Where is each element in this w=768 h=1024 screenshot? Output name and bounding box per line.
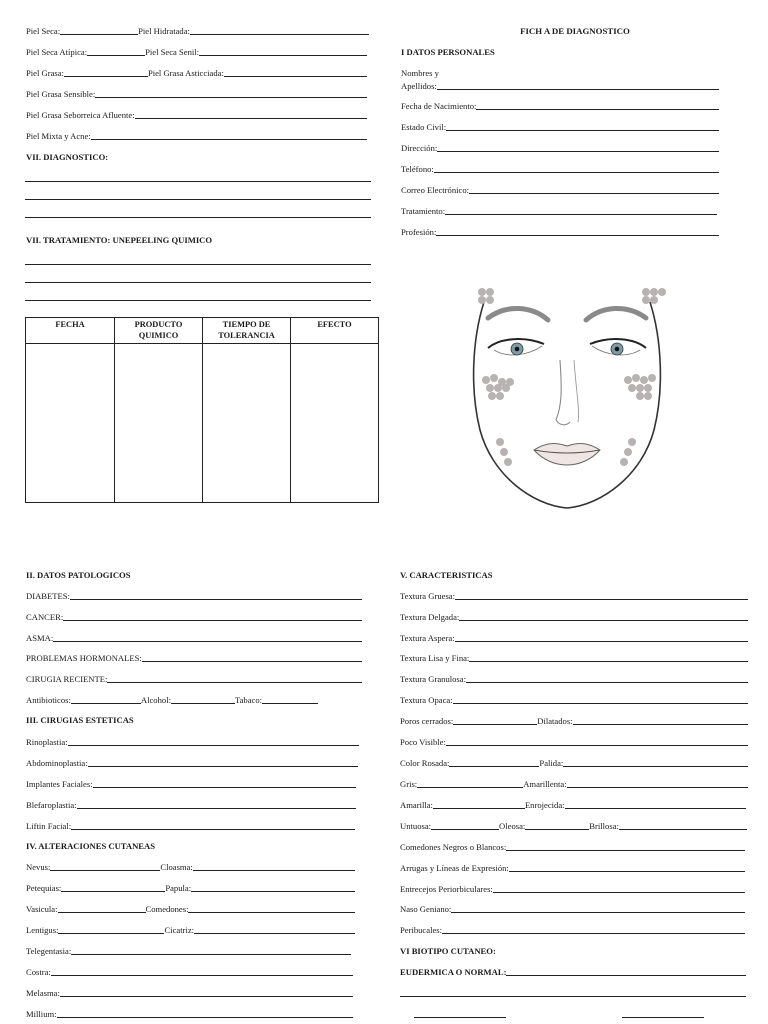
textura-gruesa-row [400, 590, 748, 602]
textura-aspera-row [400, 632, 748, 644]
telegentasia-row [26, 945, 351, 957]
hormonales-row [26, 652, 362, 664]
piel-seca-atipica-field[interactable] [87, 46, 145, 56]
textura-granulosa-row [400, 673, 748, 685]
amarilla-row [400, 799, 746, 811]
diabetes-field[interactable] [70, 590, 362, 600]
telefono-field[interactable] [434, 163, 719, 173]
tratamiento-field[interactable] [445, 205, 717, 215]
abdominoplastia-row [26, 757, 358, 769]
signature-line-right[interactable] [622, 1017, 704, 1018]
cicatriz-label: Cicatriz: [164, 925, 195, 935]
petequias-label: Petequias: [26, 883, 62, 893]
textura-lisa-label: Textura Lisa y Fina: [400, 653, 470, 663]
antibioticos-field[interactable] [71, 694, 141, 704]
right-eye-icon [590, 339, 646, 355]
tratamiento-table [25, 317, 379, 503]
vasicula-label: Vasicula: [26, 904, 58, 914]
implantes-row [26, 778, 356, 790]
patologicos-heading: II. DATOS PATOLOGICOS [26, 570, 131, 580]
col-header-fecha: FECHA [26, 318, 115, 344]
piel-grasa-seborreica-label: Piel Grasa Seborreica Afluente: [26, 110, 135, 120]
habitos-row [26, 694, 318, 706]
alteraciones-heading: IV. ALTERACIONES CUTANEAS [26, 841, 156, 851]
comedones-negros-row [400, 841, 745, 853]
untuosa-field[interactable] [431, 820, 499, 830]
oleosa-field[interactable] [525, 820, 589, 830]
piel-hidratada-field[interactable] [190, 25, 369, 35]
textura-opaca-label: Textura Opaca: [400, 695, 453, 705]
tratamiento-line-3[interactable] [25, 300, 371, 301]
textura-lisa-field[interactable] [469, 652, 748, 662]
naso-geniano-row [400, 903, 745, 915]
gris-row [400, 778, 748, 790]
brillosa-field[interactable] [619, 820, 747, 830]
blefaroplastia-field[interactable] [77, 799, 356, 809]
cloasma-label: Cloasma: [160, 862, 193, 872]
lentigus-row [26, 924, 355, 936]
oleosa-label: Oleosa: [499, 821, 526, 831]
piel-grasa-asticciada-field[interactable] [224, 67, 367, 77]
table-cell-efecto[interactable] [291, 344, 379, 503]
left-brow [488, 308, 548, 320]
nombres-row [401, 80, 719, 92]
millium-field[interactable] [57, 1008, 353, 1018]
right-brow [586, 308, 646, 320]
table-header-row [26, 318, 379, 344]
cirugia-reciente-label: CIRUGIA RECIENTE: [26, 674, 108, 684]
cancer-field[interactable] [63, 611, 362, 621]
amarilla-label: Amarilla: [400, 800, 433, 810]
piel-grasa-seborreica-row [26, 109, 367, 121]
antibioticos-label: Antibioticos: [26, 695, 71, 705]
melasma-label: Melasma: [26, 988, 60, 998]
naso-geniano-label: Naso Geniano: [400, 904, 452, 914]
petequias-row [26, 882, 355, 894]
enrojecida-field[interactable] [565, 799, 746, 809]
piel-seca-atipica-label: Piel Seca Atípica: [26, 47, 88, 57]
cicatriz-field[interactable] [194, 924, 355, 934]
nevus-field[interactable] [50, 861, 160, 871]
piel-seca-row [26, 25, 369, 37]
cirugia-reciente-row [26, 673, 362, 685]
untuosa-row [400, 820, 747, 832]
tratamiento-heading: VII. TRATAMIENTO: UNEPEELING QUIMICO [26, 235, 213, 245]
diabetes-label: DIABETES: [26, 591, 70, 601]
textura-gruesa-label: Textura Gruesa: [400, 591, 455, 601]
entrecejos-label: Entrecejos Periorbiculares: [400, 884, 493, 894]
piel-mixta-label: Piel Mixta y Acne: [26, 131, 91, 141]
asma-field[interactable] [53, 632, 362, 642]
millium-label: Millium: [26, 1009, 57, 1019]
abdominoplastia-label: Abdominoplastia: [26, 758, 88, 768]
textura-aspera-label: Textura Aspera: [400, 633, 455, 643]
textura-delgada-row [400, 611, 748, 623]
implantes-field[interactable] [93, 778, 356, 788]
liftin-field[interactable] [71, 820, 355, 830]
palida-label: Palida: [539, 758, 564, 768]
telefono-label: Teléfono: [401, 164, 434, 174]
datos-personales-heading: I DATOS PERSONALES [401, 47, 495, 57]
textura-aspera-field[interactable] [455, 632, 748, 642]
asma-row [26, 632, 362, 644]
color-rosada-field[interactable] [449, 757, 539, 767]
table-cell-tiempo[interactable] [203, 344, 291, 503]
vasicula-row [26, 903, 355, 915]
tratamiento-line-1[interactable] [25, 264, 371, 265]
lentigus-field[interactable] [58, 924, 164, 934]
table-cell-fecha[interactable] [26, 344, 115, 503]
alcohol-label: Alcohol: [140, 695, 171, 705]
poco-visible-field[interactable] [446, 736, 748, 746]
signature-line-left[interactable] [414, 1017, 506, 1018]
naso-geniano-field[interactable] [451, 903, 745, 913]
textura-granulosa-field[interactable] [466, 673, 748, 683]
piel-grasa-row [26, 67, 367, 79]
amarilla-field[interactable] [433, 799, 525, 809]
caracteristicas-heading: V. CARACTERISTICAS [400, 570, 493, 580]
brillosa-label: Brillosa: [589, 821, 619, 831]
nombres-apellidos-field[interactable] [437, 80, 719, 90]
arrugas-row [400, 862, 745, 874]
table-cell-producto[interactable] [115, 344, 203, 503]
peribucales-label: Peribucales: [400, 925, 442, 935]
correo-field[interactable] [469, 184, 719, 194]
nombres-line1-row [401, 67, 719, 79]
telegentasia-label: Telegentasia: [26, 946, 72, 956]
liftin-label: Liftin Facial: [26, 821, 72, 831]
tratamiento-label: Tratamiento: [401, 206, 446, 216]
nombres-label: Nombres y [401, 68, 439, 78]
blefaroplastia-row [26, 799, 356, 811]
col-header-tiempo: TIEMPO DE TOLERANCIA [203, 318, 291, 344]
diagnostico-line-1[interactable] [25, 181, 371, 182]
piel-grasa-label: Piel Grasa: [26, 68, 64, 78]
textura-opaca-field[interactable] [453, 694, 748, 704]
entrecejos-field[interactable] [493, 883, 745, 893]
tratamiento-row [401, 205, 717, 217]
correo-label: Correo Electrónico: [401, 185, 470, 195]
rinoplastia-field[interactable] [68, 736, 359, 746]
papula-label: Papula: [165, 883, 192, 893]
col-header-efecto: EFECTO [291, 318, 379, 344]
direccion-label: Dirección: [401, 143, 438, 153]
cirugias-heading: III. CIRUGIAS ESTETICAS [26, 715, 134, 725]
poros-row [400, 715, 748, 727]
cloasma-field[interactable] [193, 861, 355, 871]
hormonales-field[interactable] [142, 652, 362, 662]
blefaroplastia-label: Blefaroplastia: [26, 800, 77, 810]
poros-label: Poros cerrados: [400, 716, 454, 726]
melasma-row [26, 987, 353, 999]
piel-seca-senil-field[interactable] [199, 46, 367, 56]
color-rosada-label: Color Rosada: [400, 758, 450, 768]
cancer-row [26, 611, 362, 623]
millium-row [26, 1008, 353, 1020]
comedones-label: Comedones: [145, 904, 189, 914]
untuosa-label: Untuosa: [400, 821, 432, 831]
face-chart-illustration-icon [462, 280, 672, 512]
col-header-producto: PRODUCTO QUIMICO [115, 318, 203, 344]
amarillenta-label: Amarillenta: [523, 779, 567, 789]
biotipo-heading: VI BIOTIPO CUTANEO: [400, 946, 496, 956]
piel-grasa-asticciada-label: Piel Grasa Asticciada: [147, 68, 224, 78]
piel-grasa-field[interactable] [64, 67, 148, 77]
peribucales-field[interactable] [442, 924, 745, 934]
piel-grasa-sensible-label: Piel Grasa Sensible: [26, 89, 96, 99]
liftin-row [26, 820, 355, 832]
dilatados-field[interactable] [573, 715, 748, 725]
tabaco-field[interactable] [262, 694, 318, 704]
arrugas-field[interactable] [509, 862, 745, 872]
piel-grasa-sensible-field[interactable] [95, 88, 367, 98]
piel-mixta-field[interactable] [91, 130, 367, 140]
telefono-row [401, 163, 719, 175]
diagnostico-line-2[interactable] [25, 199, 371, 200]
eudermica-row [400, 966, 746, 978]
nevus-row [26, 861, 355, 873]
nevus-label: Nevus: [26, 862, 51, 872]
eudermica-field[interactable] [506, 966, 746, 976]
rinoplastia-row [26, 736, 359, 748]
costra-field[interactable] [51, 966, 353, 976]
page-title: FICH A DE DIAGNOSTICO [520, 26, 630, 36]
diagnostico-heading: VII. DIAGNOSTICO: [26, 152, 109, 162]
fecha-nacimiento-field[interactable] [476, 100, 719, 110]
biotipo-line[interactable] [400, 996, 746, 997]
gris-field[interactable] [417, 778, 523, 788]
table-row [26, 344, 379, 503]
direccion-field[interactable] [437, 142, 719, 152]
estado-civil-row [401, 121, 719, 133]
textura-gruesa-field[interactable] [455, 590, 748, 600]
profesion-field[interactable] [436, 226, 719, 236]
gris-label: Gris: [400, 779, 418, 789]
abdominoplastia-field[interactable] [88, 757, 358, 767]
cancer-label: CANCER: [26, 612, 64, 622]
piel-seca-field[interactable] [60, 25, 138, 35]
textura-lisa-row [400, 652, 748, 664]
entrecejos-row [400, 883, 745, 895]
piel-hidratada-label: Piel Hidratada: [138, 26, 190, 36]
comedones-negros-field[interactable] [506, 841, 745, 851]
amarillenta-field[interactable] [567, 778, 748, 788]
peribucales-row [400, 924, 745, 936]
arrugas-label: Arrugas y Líneas de Expresión: [400, 863, 509, 873]
textura-granulosa-label: Textura Granulosa: [400, 674, 466, 684]
fecha-nacimiento-label: Fecha de Nacimiento: [401, 101, 477, 111]
estado-civil-field[interactable] [446, 121, 719, 131]
vasicula-field[interactable] [58, 903, 146, 913]
color-rosada-row [400, 757, 748, 769]
diabetes-row [26, 590, 362, 602]
eudermica-label: EUDERMICA O NORMAL: [400, 967, 507, 977]
asma-label: ASMA: [26, 633, 54, 643]
apellidos-label: Apellidos: [401, 81, 437, 91]
dilatados-label: Dilatados: [537, 716, 573, 726]
profesion-label: Profesión: [401, 227, 437, 237]
correo-row [401, 184, 719, 196]
hormonales-label: PROBLEMAS HORMONALES: [26, 653, 142, 663]
lips [534, 444, 600, 466]
piel-grasa-seborreica-field[interactable] [135, 109, 367, 119]
lentigus-label: Lentigus: [26, 925, 59, 935]
diagnostico-line-3[interactable] [25, 217, 371, 218]
fecha-nacimiento-row [401, 100, 719, 112]
direccion-row [401, 142, 719, 154]
rinoplastia-label: Rinoplastia: [26, 737, 68, 747]
left-eye-icon [488, 339, 544, 355]
petequias-field[interactable] [61, 882, 165, 892]
poco-visible-row [400, 736, 748, 748]
costra-row [26, 966, 353, 978]
tratamiento-line-2[interactable] [25, 282, 371, 283]
comedones-field[interactable] [188, 903, 355, 913]
costra-label: Costra: [26, 967, 51, 977]
comedones-negros-label: Comedones Negros o Blancos: [400, 842, 507, 852]
textura-delgada-label: Textura Delgada: [400, 612, 460, 622]
melasma-field[interactable] [60, 987, 353, 997]
piel-seca-senil-label: Piel Seca Senil: [145, 47, 200, 57]
piel-mixta-row [26, 130, 367, 142]
telegentasia-field[interactable] [71, 945, 351, 955]
enrojecida-label: Enrojecida: [524, 800, 565, 810]
poros-field[interactable] [453, 715, 537, 725]
piel-grasa-sensible-row [26, 88, 367, 100]
piel-seca-label: Piel Seca: [26, 26, 61, 36]
poco-visible-label: Poco Visible: [400, 737, 446, 747]
profesion-row [401, 226, 719, 238]
textura-opaca-row [400, 694, 748, 706]
tabaco-label: Tabaco: [234, 695, 263, 705]
face-outline [474, 302, 661, 508]
piel-seca-atipica-row [26, 46, 367, 58]
alcohol-field[interactable] [171, 694, 235, 704]
papula-field[interactable] [191, 882, 355, 892]
nose [556, 360, 570, 425]
palida-field[interactable] [563, 757, 748, 767]
textura-delgada-field[interactable] [459, 611, 748, 621]
estado-civil-label: Estado Civil: [401, 122, 447, 132]
implantes-label: Implantes Faciales: [26, 779, 93, 789]
cirugia-reciente-field[interactable] [107, 673, 362, 683]
